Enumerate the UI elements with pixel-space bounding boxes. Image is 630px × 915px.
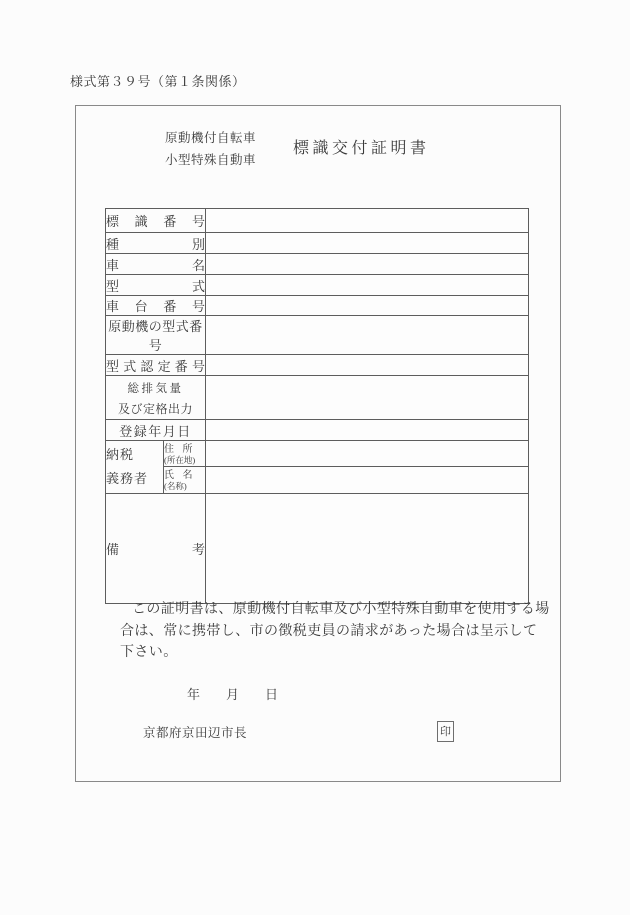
row-vehicle-name	[106, 254, 529, 275]
row-remarks	[106, 494, 529, 604]
row-engine-model-number	[106, 316, 529, 355]
taxpayer-label-line1: 納税	[106, 447, 135, 462]
chassis-number-label: 車台番号	[106, 296, 206, 316]
carry-notice-line1: この証明書は、原動機付自転車及び小型特殊自動車を使用する場	[132, 602, 550, 617]
remarks-label: 備考	[106, 494, 206, 604]
vehicle-type-heading	[165, 127, 256, 171]
vehicle-info-table	[105, 208, 529, 604]
vehicle-type-line1: 原動機付自転車	[165, 131, 257, 145]
engine-model-number-label: 原動機の型式番号	[106, 316, 206, 355]
category-label: 種別	[106, 233, 206, 254]
plate-number-label: 標識番号	[106, 209, 206, 233]
remarks-value	[206, 494, 529, 604]
issue-date-line: 年 月 日	[187, 687, 279, 702]
address-label	[164, 441, 206, 467]
row-chassis-number	[106, 296, 529, 316]
plate-number-value	[206, 209, 529, 233]
taxpayer-address-value	[206, 441, 529, 467]
address-label-paren: (所在地)	[164, 454, 196, 465]
vehicle-name-value	[206, 254, 529, 275]
taxpayer-label	[106, 441, 164, 494]
address-label-main: 住 所	[164, 443, 196, 455]
row-taxpayer-name	[106, 467, 529, 494]
issuer-name: 京都府京田辺市長	[143, 726, 248, 740]
model-value	[206, 275, 529, 296]
chassis-number-value	[206, 296, 529, 316]
vehicle-name-label: 車名	[106, 254, 206, 275]
carry-notice	[120, 599, 560, 664]
row-taxpayer-address	[106, 441, 529, 467]
displacement-value	[206, 376, 529, 420]
type-approval-number-value	[206, 355, 529, 376]
row-registration-date	[106, 420, 529, 441]
displacement-label	[106, 376, 206, 420]
seal-placeholder: 印	[437, 721, 454, 742]
carry-notice-line3: 下さい。	[120, 645, 178, 660]
category-value	[206, 233, 529, 254]
vehicle-type-line2: 小型特殊自動車	[165, 153, 257, 167]
certificate-frame	[75, 105, 561, 782]
row-category	[106, 233, 529, 254]
taxpayer-name-value	[206, 467, 529, 494]
taxpayer-label-line2: 義務者	[106, 471, 149, 486]
carry-notice-line2: 合は、常に携帯し、市の徴税吏員の請求があった場合は呈示して	[120, 623, 538, 639]
engine-model-number-value	[206, 316, 529, 355]
name-label-main: 氏 名	[164, 470, 196, 481]
registration-date-value	[206, 420, 529, 441]
row-type-approval-number	[106, 355, 529, 376]
form-number: 様式第３９号（第１条関係）	[70, 74, 246, 89]
registration-date-label: 登録年月日	[106, 420, 206, 441]
displacement-label-line1: 総排気量	[127, 383, 184, 395]
certificate-title: 標識交付証明書	[293, 140, 430, 157]
model-label: 型式	[106, 275, 206, 296]
row-model	[106, 275, 529, 296]
name-label-paren: (名称)	[164, 481, 187, 491]
name-label	[164, 467, 206, 494]
displacement-label-line2: 及び定格出力	[118, 402, 194, 416]
type-approval-number-label: 型式認定番号	[106, 355, 206, 376]
row-plate-number	[106, 209, 529, 233]
row-displacement	[106, 376, 529, 420]
